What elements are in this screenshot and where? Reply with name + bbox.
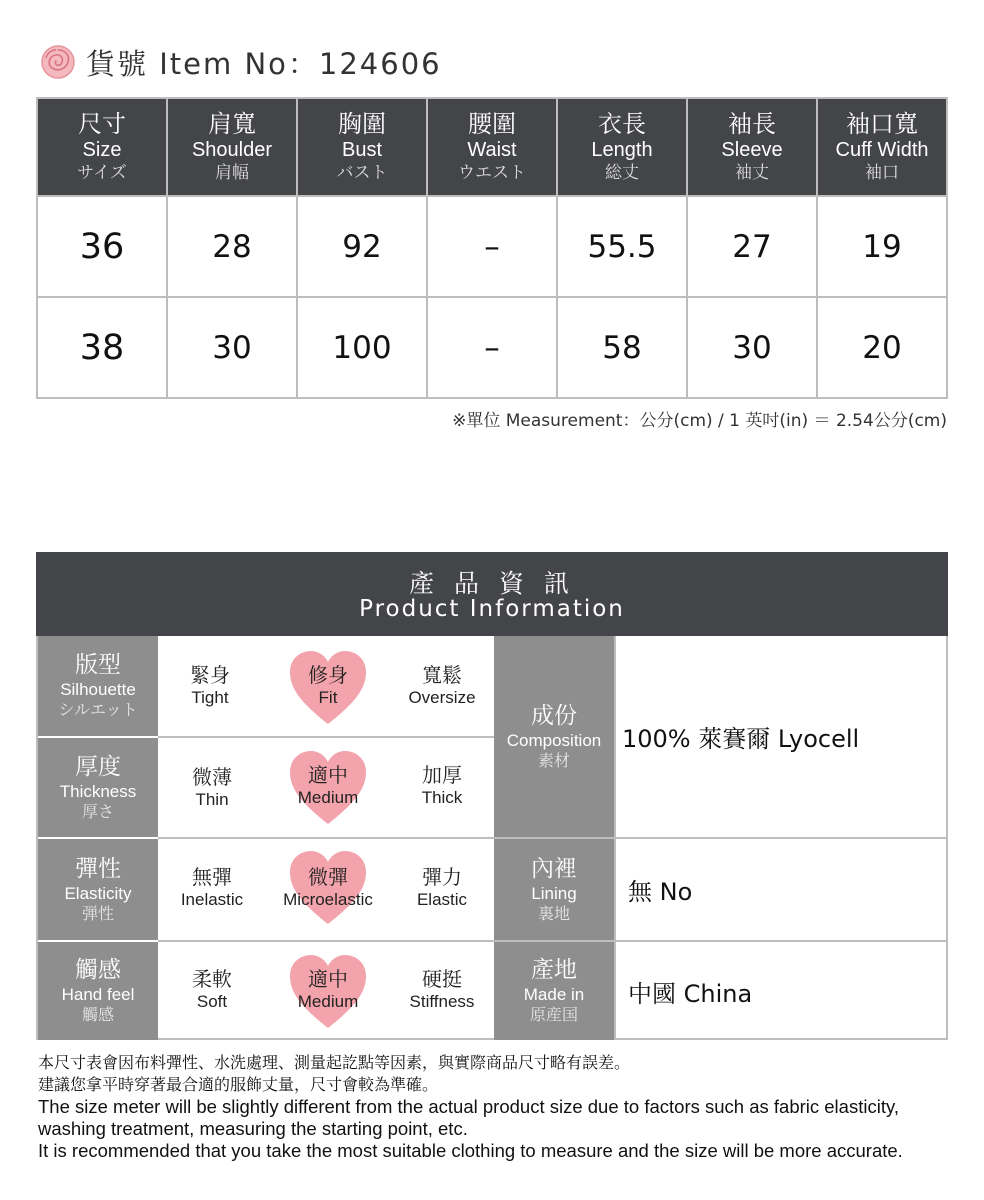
header-sleeve: 袖長 Sleeve 袖丈 [687, 98, 817, 196]
label-made-in: 產地 Made in 原産国 [494, 942, 614, 1040]
product-info-title-en: Product Information [359, 596, 625, 622]
note-line: 建議您拿平時穿著最合適的服飾丈量，尺寸會較為準確。 [38, 1075, 439, 1094]
item-number [40, 42, 442, 82]
header-bust: 胸圍 Bust バスト [297, 98, 427, 196]
measurement-note: ※單位 Measurement：公分(cm) / 1 英吋(in) ＝ 2.54公分(cm) [452, 411, 947, 431]
cell-shoulder: 30 [167, 297, 297, 398]
cell-sleeve: 30 [687, 297, 817, 398]
item-number-label: 貨號 Item No：124606 [86, 46, 442, 81]
divider [158, 736, 494, 738]
product-info-header [36, 552, 948, 636]
size-table [36, 97, 948, 399]
option-fit: 修身 Fit [308, 663, 348, 707]
option-medium: 適中 Medium [297, 967, 359, 1011]
lining-value: 無 No [628, 878, 693, 906]
size-table-header [37, 98, 947, 196]
composition-value: 100% 萊賽爾 Lyocell [622, 725, 860, 753]
cell-waist: – [427, 196, 557, 297]
cell-size: 38 [37, 297, 167, 398]
table-row [37, 297, 947, 398]
option-oversize: 寬鬆 Oversize [408, 663, 476, 707]
label-lining: 內裡 Lining 裏地 [494, 839, 614, 940]
rose-icon [40, 44, 76, 80]
label-silhouette: 版型 Silhouette シルエット [38, 636, 158, 736]
note-line: The size meter will be slightly different from the actual product size due to factors such as fabric elasticity, [38, 1096, 899, 1117]
note-line: It is recommended that you take the most suitable clothing to measure and the size will be more accurate. [38, 1140, 903, 1161]
product-info-panel [36, 552, 948, 1040]
made-in-value: 中國 China [628, 979, 753, 1008]
header-size: 尺寸 Size サイズ [37, 98, 167, 196]
table-row [37, 196, 947, 297]
label-thickness: 厚度 Thickness 厚さ [38, 738, 158, 837]
header-waist: 腰圍 Waist ウエスト [427, 98, 557, 196]
option-thick: 加厚 Thick [421, 763, 463, 807]
option-soft: 柔軟 Soft [192, 967, 232, 1011]
option-inelastic: 無彈 Inelastic [180, 865, 244, 909]
product-info-title-zh: 產 品 資 訊 [409, 569, 575, 598]
note-line: 本尺寸表會因布料彈性、水洗處理、測量起訖點等因素，與實際商品尺寸略有誤差。 [38, 1053, 631, 1072]
cell-length: 55.5 [557, 196, 687, 297]
option-elastic: 彈力 Elastic [416, 865, 468, 909]
cell-shoulder: 28 [167, 196, 297, 297]
header-cuff-width: 袖口寬 Cuff Width 袖口 [817, 98, 947, 196]
cell-cuff-width: 19 [817, 196, 947, 297]
cell-sleeve: 27 [687, 196, 817, 297]
label-composition: 成份 Composition 素材 [494, 636, 614, 837]
option-tight: 緊身 Tight [190, 663, 230, 707]
header-shoulder: 肩寬 Shoulder 肩幅 [167, 98, 297, 196]
header-length: 衣長 Length 総丈 [557, 98, 687, 196]
size-notes [38, 1052, 958, 1162]
cell-length: 58 [557, 297, 687, 398]
label-elasticity: 彈性 Elasticity 弾性 [38, 839, 158, 940]
cell-bust: 100 [297, 297, 427, 398]
option-medium: 適中 Medium [297, 763, 359, 807]
divider [614, 636, 616, 1040]
option-thin: 微薄 Thin [192, 765, 232, 809]
cell-waist: – [427, 297, 557, 398]
cell-cuff-width: 20 [817, 297, 947, 398]
option-stiffness: 硬挺 Stiffness [409, 967, 475, 1011]
label-hand-feel: 觸感 Hand feel 觸感 [38, 942, 158, 1040]
cell-size: 36 [37, 196, 167, 297]
note-line: washing treatment, measuring the starting point, etc. [38, 1118, 468, 1139]
cell-bust: 92 [297, 196, 427, 297]
option-microelastic: 微彈 Microelastic [283, 865, 373, 909]
